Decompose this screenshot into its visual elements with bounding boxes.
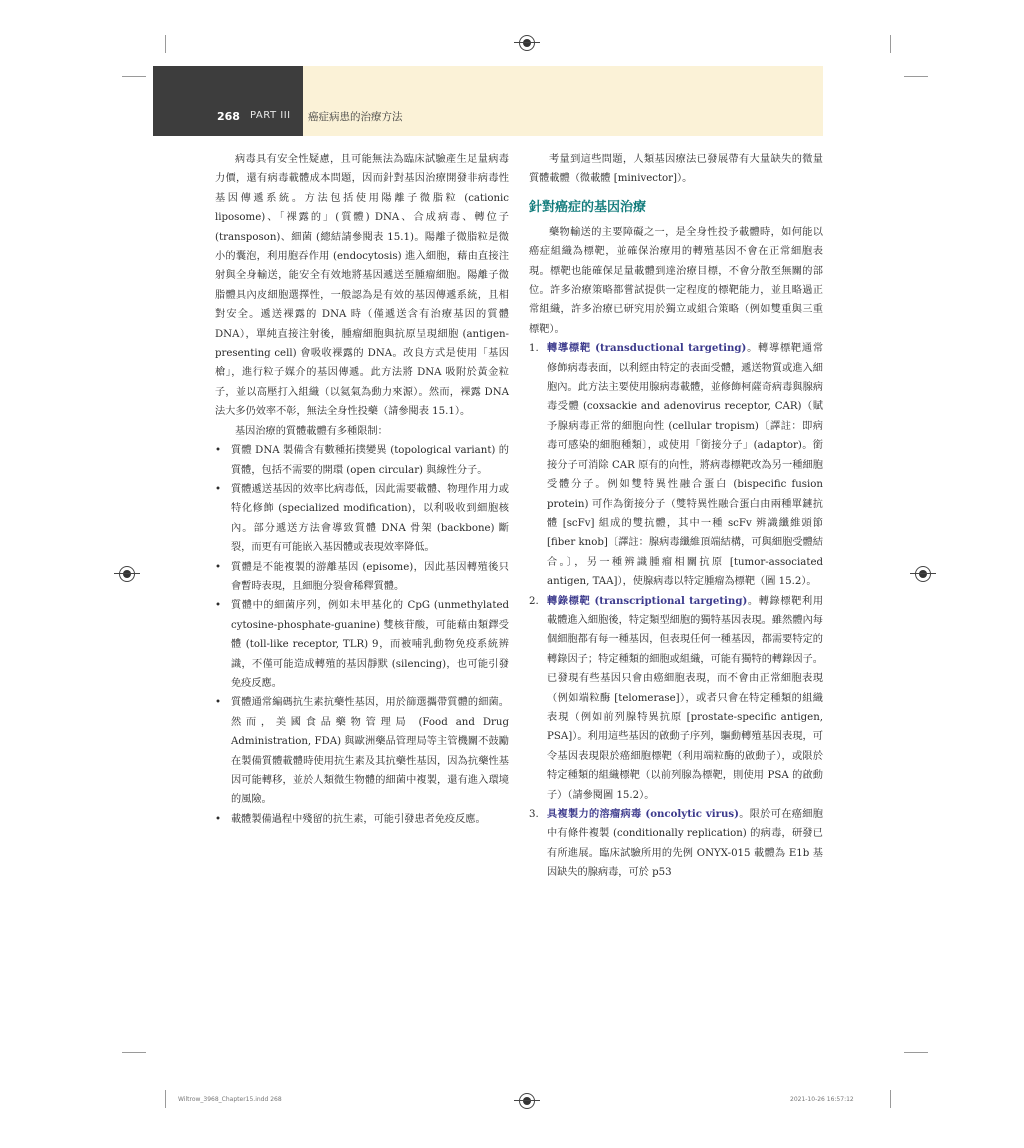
crop-mark: [890, 1090, 891, 1108]
numbered-list: [529, 339, 823, 882]
header-light-band: [303, 66, 823, 136]
registration-mark-icon: [915, 566, 931, 582]
header-dark-band: [153, 66, 303, 136]
list-item: • 質體 DNA 製備含有數種拓撲變異 (topological variant) 的質體，包括不需要的開環 (open circular) 與線性分子。: [215, 441, 509, 480]
item-term: 轉導標靶 (transductional targeting): [547, 342, 747, 355]
paragraph: 基因治療的質體載體有多種限制：: [235, 425, 388, 437]
crop-mark: [904, 1052, 928, 1053]
part-label: PART III: [250, 110, 291, 121]
crop-mark: [122, 1052, 146, 1053]
left-column: [215, 150, 509, 829]
paragraph: 考量到這些問題，人類基因療法已發展帶有大量缺失的微量質體載體（微載體 [minivector]）。: [529, 154, 823, 185]
list-item: • 質體是不能複製的游離基因 (episome)，因此基因轉殖後只會暫時表現，且細胞分裂會稀釋質體。: [215, 558, 509, 597]
list-item: [529, 592, 823, 805]
timestamp-slug: 2021-10-26 16:57:12: [790, 1096, 854, 1103]
list-item: [529, 805, 823, 883]
bullet-list: [215, 441, 509, 829]
item-term: 轉錄標靶 (transcriptional targeting): [547, 594, 748, 607]
page-number: 268: [217, 110, 240, 123]
right-column: [529, 150, 823, 883]
item-text: 。轉錄標靶利用載體進入細胞後，特定類型細胞的獨特基因表現。雖然體內每個細胞都有每一種基因，但表現任何一種基因，都需要特定的轉錄因子；特定種類的細胞或組織，可能有獨特的轉錄因子。已發現有些基因只會由癌細胞表現，而不會由正常細胞表現（例如端粒酶 [telomerase]），或者只會在特定種類的組織表現（例如前列腺特異抗原 [prostate-specific antigen, PSA]）。利用這些基因的啟動子序列，驅動轉殖基因表現，可令基因表現限於癌細胞標靶（利用端粒酶的啟動子），或限於特定種類的組織標靶（以前列腺為標靶，則使用 PSA 的啟動子）（請參閱圖 15.2）。: [547, 595, 824, 801]
item-number: 1.: [529, 343, 539, 355]
crop-mark: [165, 35, 166, 53]
section-heading: 針對癌症的基因治療: [529, 199, 647, 215]
item-number: 3.: [529, 809, 539, 820]
registration-mark-icon: [519, 1093, 535, 1109]
file-slug: Wiltrow_3968_Chapter15.indd 268: [178, 1096, 282, 1103]
paragraph: 藥物輸送的主要障礙之一，是全身性投予載體時，如何能以癌症組織為標靶，並確保治療用的轉殖基因不會在正常細胞表現。標靶也能確保足量載體到達治療目標，不會分散至無關的部位。許多治療策略都嘗試提供一定程度的標靶能力，並且略過正常組織，許多治療已研究用於獨立或組合策略（例如雙重與三重標靶）。: [529, 226, 823, 335]
item-term: 具複製力的溶瘤病毒 (oncolytic virus): [547, 808, 739, 820]
item-number: 2.: [529, 595, 539, 607]
crop-mark: [904, 76, 928, 77]
crop-mark: [165, 1090, 166, 1108]
chapter-title: 癌症病患的治療方法: [308, 111, 403, 123]
list-item: • 質體中的細菌序列，例如未甲基化的 CpG (unmethylated cytosine-phosphate-guanine) 雙核苷酸，可能藉由類鐸受體 (toll-like receptor, TLR) 9，而被哺乳動物免疫系統辨識，不僅可能造成轉殖的基因靜默 (silencing)，也可能引發免疫反應。: [215, 596, 509, 693]
paragraph: 病毒具有安全性疑慮，且可能無法為臨床試驗產生足量病毒力價，還有病毒載體成本問題，因而針對基因治療開發非病毒性基因傳遞系統。方法包括使用陽離子微脂粒 (cationic liposome)、「裸露的」(質體) DNA、合成病毒、轉位子 (transposon)、細菌 (總結請參閱表 15.1)。陽離子微脂粒是微小的囊泡，利用胞吞作用 (endocytosis) 進入細胞，藉由直接注射與全身輸送，能安全有效地將基因遞送至腫瘤細胞。陽離子微脂體具內皮細胞選擇性，一般認為是有效的基因傳遞系統，且相對安全。遞送裸露的 DNA 時（僅遞送含有治療基因的質體 DNA），單純直接注射後，腫瘤細胞與抗原呈現細胞 (antigen-presenting cell) 會吸收裸露的 DNA。改良方式是使用「基因槍」，進行粒子媒介的基因傳遞。此方法將 DNA 吸附於黃金粒子，並以高壓打入組織（以氦氣為動力來源）。然而，裸露 DNA 法大多仍效率不彰，無法全身性投藥（請參閱表 15.1）。: [215, 154, 509, 418]
crop-mark: [122, 76, 146, 77]
item-text: 。限於可在癌細胞中有條件複製 (conditionally replication) 的病毒，研發已有所進展。臨床試驗所用的先例 ONYX-015 載體為 E1b 基因缺失的腺病毒，可於 p53: [547, 809, 823, 879]
list-item: • 質體遞送基因的效率比病毒低，因此需要載體、物理作用力或特化修飾 (specialized modification)，以利吸收到細胞核內。部分遞送方法會導致質體 DNA 骨架 (backbone) 斷裂，而更有可能嵌入基因體或表現效率降低。: [215, 480, 509, 558]
list-item: [529, 339, 823, 591]
registration-mark-icon: [119, 566, 135, 582]
registration-mark-icon: [519, 35, 535, 51]
crop-mark: [890, 35, 891, 53]
list-item: • 載體製備過程中殘留的抗生素，可能引發患者免疫反應。: [215, 810, 509, 829]
list-item: • 質體通常編碼抗生素抗藥性基因，用於篩選攜帶質體的細菌。然而，美國食品藥物管理局 (Food and Drug Administration, FDA) 與歐洲藥品管理局等主管機關不鼓勵在製備質體載體時使用抗生素及其抗藥性基因，因為抗藥性基因可能轉移，並於人類微生物體的細菌中複製，還有進入環境的風險。: [215, 693, 509, 809]
item-text: 。轉導標靶通常修飾病毒表面，以利經由特定的表面受體，遞送物質或進入細胞內。此方法主要使用腺病毒載體，並修飾柯薩奇病毒與腺病毒受體 (coxsackie and adenovirus receptor, CAR)（賦予腺病毒正常的細胞向性 (cellular tropism)〔譯註：即病毒可感染的細胞種類〕，或使用「銜接分子」(adaptor)。銜接分子可消除 CAR 原有的向性，將病毒標靶改為另一種細胞受體分子。例如雙特異性融合蛋白 (bispecific fusion protein) 可作為銜接分子（雙特異性融合蛋白由兩種單鏈抗體 [scFv] 組成的雙抗體，其中一種 scFv 辨識纖維頭節 [fiber knob]〔譯註：腺病毒纖維頂端結構，可與細胞受體結合。〕，另一種辨識腫瘤相關抗原 [tumor-associated antigen, TAA]），使腺病毒以特定腫瘤為標靶（圖 15.2）。: [547, 343, 824, 588]
